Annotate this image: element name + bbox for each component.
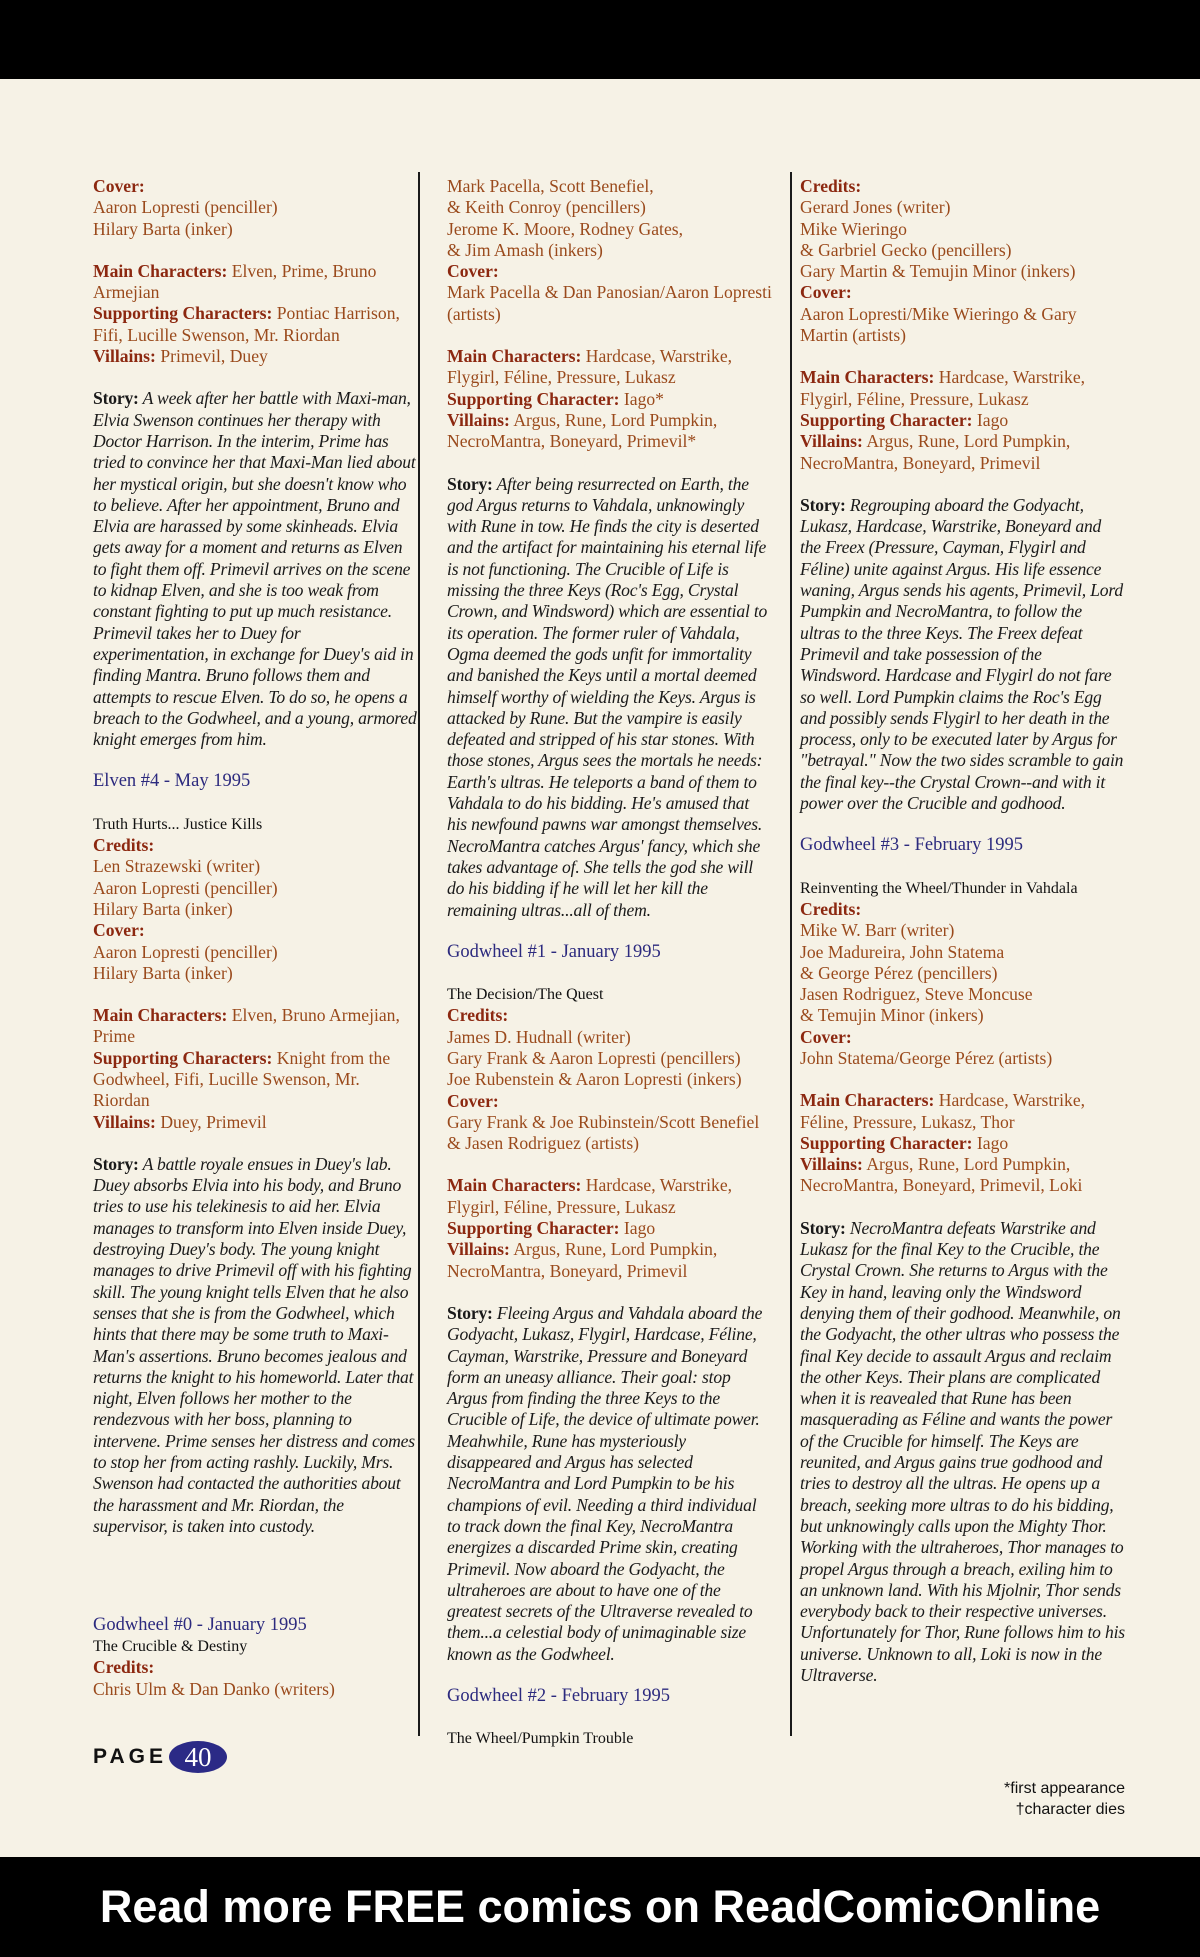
character-field [447,346,773,389]
credit-line: Gary Frank & Joe Rubinstein/Scott Benefiel & Jasen Rodriguez (artists) [447,1111,760,1154]
credit-line: Hilary Barta (inker) [93,962,233,983]
field-value: Argus, Rune, Lord Pumpkin, NecroMantra, Boneyard, Primevil, Loki [800,1154,1083,1196]
character-field [447,1218,773,1239]
story-title: The Decision/The Quest [447,986,604,1004]
entry-block [93,1154,419,1537]
field-value: Iago [976,409,1009,430]
story-synopsis [800,1218,1126,1687]
entry-block [447,1686,773,1707]
top-black-bar [0,0,1200,79]
credit-line: & Jim Amash (inkers) [447,239,603,260]
character-field [800,1090,1126,1133]
story-label: Story: [800,1217,846,1238]
footnotes [1004,1778,1125,1820]
field-label: Main Characters: [447,1175,582,1196]
story-label: Story: [447,1302,493,1323]
field-value: Elven, Bruno Armejian, Prime [93,1005,400,1047]
credit-line: & George Pérez (pencillers) [800,962,998,983]
character-field [447,1175,773,1218]
column-1 [93,176,419,1721]
field-value: Argus, Rune, Lord Pumpkin, NecroMantra, Boneyard, Primevil [447,1239,718,1281]
credit-line: Mike W. Barr (writer) [800,920,955,941]
story-text: Fleeing Argus and Vahdala aboard the Godyacht, Lukasz, Flygirl, Hardcase, Féline, Cayman, Warstrike, Pressure and Boneyard form an uneasy alliance. Their goal: stop Argus from finding the three Keys to the Crucible of Life, the device of ultimate power. Meahwhile, Rune has mysteriously disappeared and Argus has selected NecroMantra and Lord Pumpkin to be his champions of evil. Needing a third individual to track down the final Key, NecroMantra energizes a discarded Prime skin, creating Primevil. Now aboard the Godyacht, the ultraheroes are about to have one of the greatest secrets of the Ultraverse revealed to them...a celestial body of unimaginable size known as the Godwheel. [447,1302,763,1664]
credit-line: Aaron Lopresti (penciller) [93,941,278,962]
field-value: Argus, Rune, Lord Pumpkin, NecroMantra, Boneyard, Primevil* [447,409,718,452]
field-value: Hardcase, Warstrike, Flygirl, Féline, Pressure, Lukasz [447,346,733,388]
field-label: Main Characters: [800,367,935,388]
field-value: Argus, Rune, Lord Pumpkin, NecroMantra, Boneyard, Primevil [800,431,1071,473]
entry-block [800,835,1126,856]
issue-title: Elven #4 - May 1995 [93,771,251,792]
field-value: Iago [623,1218,656,1239]
field-value: Pontiac Harrison, Fifi, Lucille Swenson, Mr. Riordan [93,303,400,345]
section-label: Cover: [800,282,852,303]
character-field [447,389,773,410]
entry-block [800,367,1126,473]
story-title: Truth Hurts... Justice Kills [93,815,263,833]
issue-title: Godwheel #3 - February 1995 [800,835,1023,856]
credit-line: Jasen Rodriguez, Steve Moncuse [800,984,1033,1005]
field-value: Iago [976,1132,1009,1153]
character-field [93,1048,419,1112]
character-field [93,261,419,304]
entry-block [93,1636,419,1700]
footnote-first-appearance: *first appearance [1004,1780,1125,1797]
issue-title: Godwheel #1 - January 1995 [447,941,661,962]
character-field [800,431,1126,474]
credit-line: Mike Wieringo [800,218,907,239]
field-label: Villains: [93,346,156,367]
story-text: NecroMantra defeats Warstrike and Lukasz for the final Key to the Crucible, the Crystal Crown. She returns to Argus with the Key in hand, leaving only the Windsword denying them of their godhood. Meanwhile, on the Godyacht, the other ultras who possess the final Key decide to assault Argus and reclaim the other Keys. Their plans are complicated when it is reavealed that Rune has been masquerading as Féline and wants the power of the Crucible for himself. The Keys are reunited, and Argus gains true godhood and tries to destroy all the ultras. He opens up a breach, seeking more ultras to do his bidding, but unknowingly calls upon the Mighty Thor. Working with the ultraheroes, Thor manages to propel Argus through a breach, exiling him to an unknown land. With his Mjolnir, Thor sends everybody back to their respective universes. Unfortunately for Thor, Rune follows him to his universe. Unknown to all, Loki is now in the Ultraverse. [800,1217,1125,1685]
entry-block [447,942,773,963]
entry-block [800,878,1126,1070]
story-title: The Wheel/Pumpkin Trouble [447,1730,634,1748]
entry-block [447,984,773,1154]
section-label: Cover: [800,1026,852,1047]
field-label: Villains: [447,1239,510,1260]
section-label: Credits: [800,898,862,919]
field-label: Main Characters: [800,1090,935,1111]
entry-block [800,176,1126,346]
entry-block [800,1218,1126,1687]
character-field [447,410,773,453]
section-label: Cover: [93,920,145,941]
field-value: Primevil, Duey [160,346,268,367]
character-field [800,367,1126,410]
promo-banner[interactable]: Read more FREE comics on ReadComicOnline [0,1857,1200,1957]
field-label: Supporting Character: [447,388,620,409]
character-field [447,1239,773,1282]
issue-title: Godwheel #2 - February 1995 [447,1686,670,1706]
footnote-character-dies: †character dies [1015,1801,1125,1818]
story-title: The Crucible & Destiny [93,1638,248,1656]
credit-line: Aaron Lopresti (penciller) [93,197,278,218]
field-label: Supporting Character: [800,409,973,430]
field-label: Supporting Characters: [93,1047,273,1068]
credit-line: Joe Madureira, John Statema [800,941,1005,962]
story-synopsis [93,388,419,750]
page-number-badge: 40 [169,1741,227,1773]
story-synopsis [93,1154,419,1537]
credit-line: Hilary Barta (inker) [93,218,233,239]
entry-block [93,388,419,750]
page-label: PAGE [93,1745,167,1768]
entry-block [447,346,773,452]
issue-title: Godwheel #0 - January 1995 [93,1614,307,1635]
column-divider [790,172,792,1736]
entry-block [800,1090,1126,1196]
credit-line: Aaron Lopresti (penciller) [93,877,278,898]
section-label: Credits: [93,1657,155,1678]
credit-line: Mark Pacella, Scott Benefiel, [447,176,654,196]
credit-line: & Temujin Minor (inkers) [800,1005,984,1026]
story-synopsis [800,495,1126,814]
story-text: Regrouping aboard the Godyacht, Lukasz, Hardcase, Warstrike, Boneyard and the Freex (Pressure, Cayman, Flygirl and Féline) unite against Argus. His life essence waning, Argus sends his agents, Primevil, Lord Pumpkin and NecroMantra, to follow the ultras to the three Keys. The Freex defeat Primevil and take possession of the Windsword. Hardcase and Flygirl do not fare so well. Lord Pumpkin claims the Roc's Egg and possibly sends Flygirl to her death in the process, only to be executed later by Argus for "betrayal." Now the two sides scramble to gain the final key--the Crystal Crown--and with it power over the Crucible and godhood. [800,494,1124,814]
field-value: Iago* [623,388,664,409]
section-label: Cover: [447,1090,499,1111]
entry-block [93,261,419,367]
field-value: Hardcase, Warstrike, Flygirl, Féline, Pressure, Lukasz [447,1175,733,1217]
character-field [800,1133,1126,1154]
entry-block [93,1005,419,1133]
credit-line: & Keith Conroy (pencillers) [447,197,646,218]
character-field [800,1154,1126,1197]
field-label: Main Characters: [93,260,228,281]
field-label: Supporting Character: [447,1218,620,1239]
entry-block [447,1303,773,1665]
entry-block [447,1175,773,1281]
story-text: After being resurrected on Earth, the god Argus returns to Vahdala, unknowingly with Rune in tow. He finds the city is deserted and the artifact for maintaining his eternal life is not functioning. The Crucible of Life is missing the three Keys (Roc's Egg, Crystal Crown, and Windsword) which are essential to its operation. The former ruler of Vahdala, Ogma deemed the gods unfit for immortality and banished the Keys until a mortal deemed himself worthy of wielding the Keys. Argus is attacked by Rune. But the vampire is easily defeated and stripped of his star stones. With those stones, Argus sees the mortals he needs: Earth's ultras. He teleports a band of them to Vahdala to do his bidding. He's amused that his newfound pawns war amongst themselves. NecroMantra catches Argus' fancy, which she takes advantage of. She tells the god she will do his bidding if he will let her kill the remaining ultras...all of them. [447,473,768,920]
field-label: Supporting Character: [800,1132,973,1153]
story-synopsis [447,1303,773,1665]
character-field [93,346,419,367]
credit-line: James D. Hudnall (writer) [447,1026,631,1047]
credit-line: Len Strazewski (writer) [93,856,261,877]
credit-line: Aaron Lopresti/Mike Wieringo & Gary Martin (artists) [800,303,1077,346]
character-field [800,410,1126,431]
entry-block [447,474,773,921]
column-3 [800,176,1126,1721]
entry-block [93,176,419,240]
credit-line: Hilary Barta (inker) [93,898,233,919]
credit-line: Joe Rubenstein & Aaron Lopresti (inkers) [447,1069,742,1090]
field-value: Elven, Prime, Bruno Armejian [93,260,377,303]
section-label: Credits: [447,1005,509,1026]
field-label: Villains: [447,409,510,430]
entry-block [447,176,773,325]
field-label: Main Characters: [93,1005,228,1026]
entry-block [93,771,419,792]
character-field [93,303,419,346]
section-label: Cover: [447,261,499,282]
column-divider [418,172,420,1736]
credit-line: Jerome K. Moore, Rodney Gates, [447,218,683,239]
field-value: Knight from the Godwheel, Fifi, Lucille Swenson, Mr. Riordan [93,1047,391,1111]
story-text: A week after her battle with Maxi-man, Elvia Swenson continues her therapy with Doctor Harrison. In the interim, Prime has tried to convince her that Maxi-Man lied about her mystical origin, but she doesn't know who to believe. After her appointment, Bruno and Elvia are harassed by some skinheads. Elvia gets away for a moment and returns as Elven to fight them off. Primevil arrives on the scene to kidnap Elven, and she is too weak from constant fighting to put up much resistance. Primevil takes her to Duey for experimentation, in exchange for Duey's aid in finding Mantra. Bruno follows them and attempts to rescue Elven. To do so, he opens a breach to the Godwheel, and a young, armored knight emerges from him. [93,388,417,750]
story-label: Story: [93,1153,139,1174]
section-label: Credits: [93,835,155,856]
story-title: Reinventing the Wheel/Thunder in Vahdala [800,879,1078,897]
credit-line: John Statema/George Pérez (artists) [800,1047,1053,1068]
story-label: Story: [447,473,493,494]
story-synopsis [447,474,773,921]
story-label: Story: [800,494,846,515]
field-label: Villains: [800,1154,863,1175]
section-label: Cover: [93,176,145,196]
character-field [93,1112,419,1133]
field-label: Supporting Characters: [93,303,273,324]
credit-line: & Garbriel Gecko (pencillers) [800,239,1012,260]
entry-block [93,1615,419,1636]
field-value: Duey, Primevil [160,1111,267,1132]
credit-line: Gerard Jones (writer) [800,197,951,218]
field-value: Hardcase, Warstrike, Flygirl, Féline, Pressure, Lukasz [800,367,1086,409]
credit-line: Gary Frank & Aaron Lopresti (pencillers) [447,1047,741,1068]
page-number [93,1741,227,1773]
credit-line: Chris Ulm & Dan Danko (writers) [93,1678,335,1699]
section-label: Credits: [800,176,862,196]
column-2 [447,176,773,1748]
character-field [93,1005,419,1048]
story-label: Story: [93,388,139,409]
story-text: A battle royale ensues in Duey's lab. Duey absorbs Elvia into his body, and Bruno tries to use his telekinesis to aid her. Elvia manages to transform into Elven inside Duey, destroying Duey's body. The young knight manages to drive Primevil off with his fighting skill. The young knight tells Elven that he also senses that she is from the Godwheel, which hints that there may be some truth to Maxi-Man's assertions. Bruno becomes jealous and returns the knight to his homeworld. Later that night, Elven follows her mother to the rendezvous with her boss, planning to intervene. Prime senses her distress and comes to stop her from acting rashly. Luckily, Mrs. Swenson had contacted the authorities about the harassment and Mr. Riordan, the supervisor, is taken into custody. [93,1153,415,1536]
entry-block [93,814,419,984]
field-label: Villains: [800,431,863,452]
credit-line: Mark Pacella & Dan Panosian/Aaron Lopresti (artists) [447,282,772,324]
field-value: Hardcase, Warstrike, Féline, Pressure, Lukasz, Thor [800,1090,1086,1132]
entry-block [447,1728,773,1749]
field-label: Main Characters: [447,346,582,367]
entry-block [800,495,1126,814]
credit-line: Gary Martin & Temujin Minor (inkers) [800,261,1076,282]
field-label: Villains: [93,1111,156,1132]
